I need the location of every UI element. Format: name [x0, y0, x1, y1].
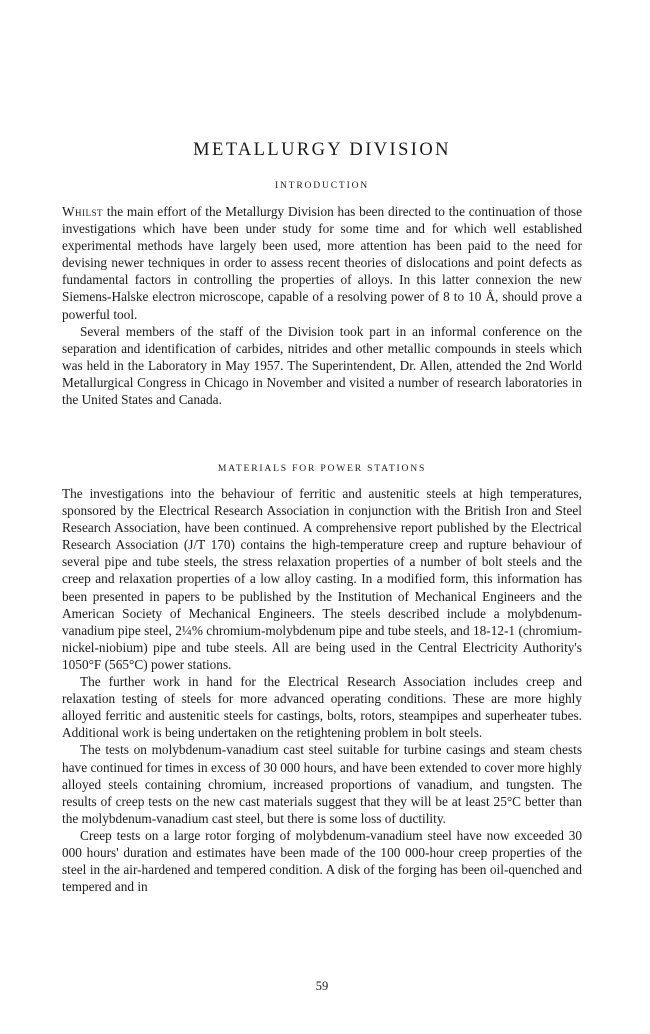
materials-paragraph-4: Creep tests on a large rotor forging of molybdenum-vanadium steel have now exceeded 30 000 hours' duration and estimates have been made of the 100 000-hour creep properties of the steel in the air-hardened and tempered condition. A disk of the forging has been oil-quenched and tempered and in [62, 827, 582, 895]
materials-paragraph-1: The investigations into the behaviour of ferritic and austenitic steels at high temperatures, sponsored by the Electrical Research Association in conjunction with the British Iron and Steel Research Association, have been continued. A comprehensive report published by the Electrical Research Association (J/T 170) contains the high-temperature creep and rupture behaviour of several pipe and tube steels, the stress relaxation properties of a number of bolt steels and the creep and relaxation properties of a low alloy casting. In a modified form, this information has been presented in papers to be published by the Institution of Mechanical Engineers and the American Society of Mechanical Engineers. The steels described include a molybdenum-vanadium pipe steel, 2¼% chromium-molybdenum pipe and tube steels, and 18-12-1 (chromium-nickel-niobium) pipe and tube steels. All are being used in the Central Electricity Authority's 1050°F (565°C) power stations. [62, 486, 582, 672]
section-heading-materials-for-power-stations: MATERIALS FOR POWER STATIONS [217, 463, 427, 474]
page-number: 59 [315, 979, 329, 993]
intro-paragraph-2: Several members of the staff of the Division took part in an informal conference on the separation and identification of carbides, nitrides and other metallic compounds in steels which was held in the Laboratory in May 1957. The Superintendent, Dr. Allen, attended the 2nd World Metallurgical Congress in Chicago in November and visited a number of research laboratories in the United States and Canada. [62, 323, 582, 408]
document-page [62, 0, 582, 1034]
intro-paragraph-1 [62, 203, 582, 323]
materials-body [62, 485, 582, 895]
materials-paragraph-2: The further work in hand for the Electrical Research Association includes creep and relaxation testing of steels for more advanced operating conditions. These are more highly alloyed ferritic and austenitic steels for castings, bolts, rotors, steampipes and superheater tubes. Additional work is being undertaken on the retightening problem in bolt steels. [62, 674, 582, 741]
page-title: METALLURGY DIVISION [193, 140, 451, 160]
materials-paragraph-3: The tests on molybdenum-vanadium cast steel suitable for turbine casings and steam chests have continued for times in excess of 30 000 hours, and have been extended to cover more highly alloyed steels containing chromium, increased proportions of vanadium, and tungsten. The results of creep tests on the new cast materials suggest that they will be at least 25°C better than the molybdenum-vanadium cast steel, but there is some loss of ductility. [62, 742, 582, 826]
intro-paragraph-1-text: the main effort of the Metallurgy Division has been directed to the continuation of those investigations which have been under study for some time and for which well established experimental methods have largely been used, more attention has been paid to the need for devising newer techniques in order to assess recent theories of dislocations and point defects as fundamental factors in controlling the properties of alloys. In this latter connexion the new Siemens-Halske electron microscope, capable of a resolving power of 8 to 10 Å, should prove a powerful tool. [62, 204, 582, 322]
intro-lead-word: Whilst [62, 204, 104, 219]
introduction-body [62, 203, 582, 408]
section-heading-introduction: INTRODUCTION [274, 180, 370, 191]
